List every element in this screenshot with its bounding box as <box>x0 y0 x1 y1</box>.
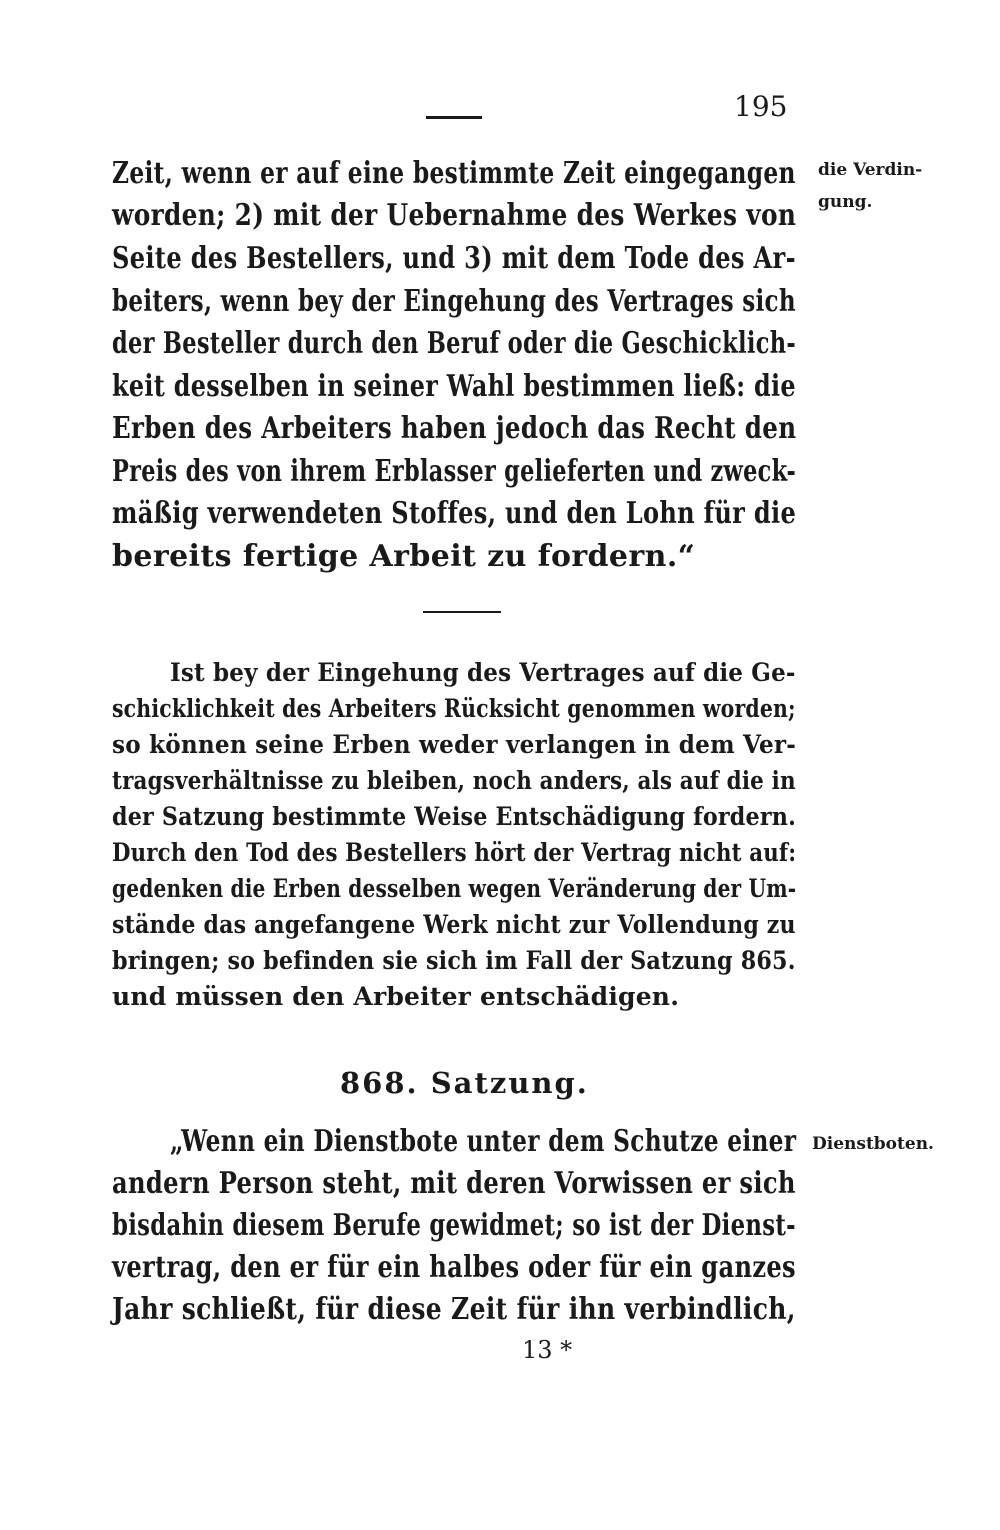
margin-note-verdingung-1: die Verdin- <box>818 160 923 180</box>
signature-mark: 13 * <box>522 1336 573 1364</box>
text-line: vertrag, den er für ein halbes oder für ein ganzes <box>112 1250 796 1285</box>
text-line: andern Person steht, mit deren Vorwissen er sich <box>112 1166 796 1201</box>
margin-note-dienstboten: Dienstboten. <box>812 1134 934 1154</box>
text-line: Preis des von ihrem Erblasser gelieferten und zweck- <box>112 454 797 489</box>
text-line: beiters, wenn bey der Eingehung des Vertrages sich <box>112 284 796 319</box>
margin-note-verdingung-2: gung. <box>818 192 873 212</box>
text-line: Durch den Tod des Bestellers hört der Vertrag nicht auf: <box>112 838 797 867</box>
text-line: „Wenn ein Dienstbote unter dem Schutze einer <box>170 1124 797 1159</box>
text-line: Jahr schließt, für diese Zeit für ihn verbindlich, <box>112 1292 796 1327</box>
section-divider-rule <box>423 611 501 613</box>
text-line: bereits fertige Arbeit zu fordern.“ <box>112 539 696 574</box>
text-line: worden; 2) mit der Uebernahme des Werkes von <box>112 198 797 233</box>
text-line: keit desselben in seiner Wahl bestimmen ließ: die <box>112 369 796 404</box>
text-line: und müssen den Arbeiter entschädigen. <box>112 982 680 1011</box>
text-line: gedenken die Erben desselben wegen Veränderung der Um- <box>112 874 797 903</box>
text-line: Seite des Bestellers, und 3) mit dem Tode des Ar- <box>112 241 796 276</box>
header-rule <box>426 116 482 119</box>
page-number: 195 <box>734 90 788 123</box>
text-line: Erben des Arbeiters haben jedoch das Recht den <box>112 411 797 446</box>
text-line: Zeit, wenn er auf eine bestimmte Zeit eingegangen <box>112 156 796 191</box>
section-heading: 868. Satzung. <box>340 1066 589 1100</box>
text-line: Ist bey der Eingehung des Vertrages auf die Ge- <box>170 658 796 687</box>
text-line: bisdahin diesem Berufe gewidmet; so ist der Dienst- <box>112 1208 796 1243</box>
text-line: stände das angefangene Werk nicht zur Vollendung zu <box>112 910 796 939</box>
text-line: mäßig verwendeten Stoffes, und den Lohn für die <box>112 496 797 531</box>
text-line: schicklichkeit des Arbeiters Rücksicht genommen worden; <box>112 694 796 723</box>
text-line: der Satzung bestimmte Weise Entschädigung fordern. <box>112 802 797 831</box>
text-line: so können seine Erben weder verlangen in dem Ver- <box>112 730 797 759</box>
text-line: der Besteller durch den Beruf oder die Geschicklich- <box>112 326 797 361</box>
text-line: tragsverhältnisse zu bleiben, noch anders, als auf die in <box>112 766 796 795</box>
text-line: bringen; so befinden sie sich im Fall der Satzung 865. <box>112 946 796 975</box>
